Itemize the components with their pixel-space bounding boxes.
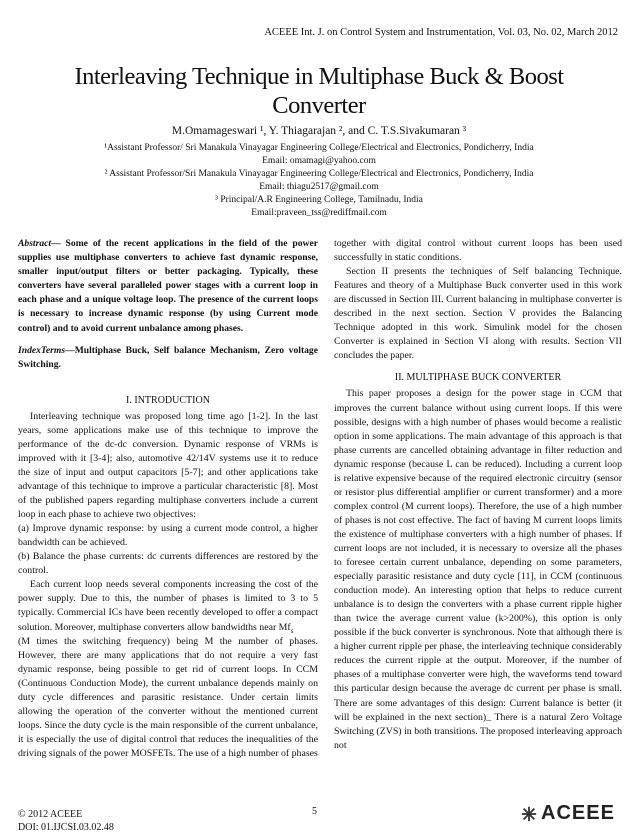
index-terms-label: IndexTerms [18, 344, 66, 356]
page-number: 5 [312, 806, 317, 817]
affiliation-1: ¹Assistant Professor/ Sri Manakula Vinayagar Engineering College/Electrical and Electronics, Pondicherry, India [104, 143, 534, 153]
aceee-logo-icon [520, 805, 538, 823]
index-terms-text: —Multiphase Buck, Self balance Mechanism, Zero voltage Switching. [18, 344, 318, 370]
copyright: © 2012 ACEEE [18, 809, 83, 820]
aceee-logo [520, 802, 615, 825]
title-line-1: Interleaving Technique in Multiphase Buck & Boost [74, 63, 564, 90]
right-column [334, 237, 622, 753]
title-line-2: Converter [272, 92, 366, 119]
aceee-logo-text: ACEEE [541, 802, 615, 824]
email-2: Email: thiagu2517@gmail.com [259, 182, 379, 192]
intro-item-a: (a) Improve dynamic response: by using a current mode control, a higher bandwidth can be achieved. [18, 523, 318, 549]
left-column [18, 237, 318, 761]
intro-paragraph-3: (M times the switching frequency) being M the number of phases. However, there are many applications that do not require a very fast dynamic response, being possible to get rid of current loops. In CCM (Continuous Conduction Mode), the current unbalance depends mainly on duty cycle differences and parasitic resistance. Under certain limits allowing the operation of the converter without the mentioned current loops. Since the duty cycle is the main responsible of the current unbalance, it is especially the use of digital control that reduces the inequalities of the driving signals of the power MOSFETs. The use of a high number of phases [18, 635, 318, 759]
subscript-s: s [290, 626, 294, 635]
abstract [18, 237, 318, 336]
section2-paragraph: This paper proposes a design for the power stage in CCM that improves the current balance without using current loops. If this were possible, designs with a high number of phases would become a realistic option in some applications. The main advantage of this approach is that phase currents are cancelled obtaining advantage in filter reduction and dynamic response (because L can be reduced). Including a current loop is relative expensive because of the required electronic circuitry (sensor or resistor plus differential amplifier or current transformer) and a more complex control (M current loops). Therefore, the use of a high number of phases is not cost effective. The fact of having M current loops limits the existence of multiphase converters with a high number of phases. If current loops are not included, it is necessary to oversize all the phases to foresee certain current unbalance, depending on some parameters, especially parasitic resistance and duty cycle [11], in CCM (continuous conduction mode). An interesting option that helps to reduce current unbalance is to design the converters with a phase current ripple higher than twice the average current value (k>200%), this option is only possible if the buck converter is synchronous. Note that although there is a higher current ripple per phase, the interleaving technique considerably reduces the current ripple at the output. Moreover, if the number of phases of a multiphase converter were high, the waveforms tend toward this particular design because the average dc current per phase is small. There are some advantages of this design: Current balance is better (it will be explained in the next section)_ There is a natural Zero Voltage Switching (ZVS) in both transitions. The proposed interleaving approach not [334, 388, 622, 751]
intro-continuation: together with digital control without current loops has been used successfully in static conditions. [334, 238, 622, 264]
footer-info [18, 808, 114, 834]
index-terms [18, 344, 318, 372]
authors: M.Omamageswari ¹, Y. Thiagarajan ², and C. T.S.Sivakumaran ³ [171, 125, 467, 137]
affiliation-3: ³ Principal/A.R Engineering College, Tamilnadu, India [215, 195, 423, 205]
intro-item-b: (b) Balance the phase currents: dc currents differences are restored by the control. [18, 551, 318, 577]
journal-header: ACEEE Int. J. on Control System and Instrumentation, Vol. 03, No. 02, March 2012 [264, 27, 618, 38]
section-heading-introduction: I. INTRODUCTION [126, 394, 210, 406]
email-3: Email:praveen_tss@rediffmail.com [251, 208, 387, 218]
paper-title [30, 62, 608, 120]
section-heading-multiphase-buck: II. MULTIPHASE BUCK CONVERTER [394, 372, 562, 384]
paper-outline: Section II presents the techniques of Self balancing Technique. Features and theory of a Multiphase Buck converter used in this work are discussed in Section III. Current balancing in multiphase converter is described in the next section. Section V provides the Balancing Technique adopted in this work. Simulink model for the chosen Converter is explained in Section VI along with results. Section VII concludes the paper. [334, 266, 622, 362]
intro-paragraph-1: Interleaving technique was proposed long time ago [1-2]. In the last years, some applications make use of this technique to improve the performance of the dc-dc conversion. Dynamic response of VRMs is improved with it [3-4]; also, automotive 42/14V systems use it to reduce the size of input and output capacitors [5-7]; and other applications take advantage of this technique to improve a particular characteristic [8]. Most of the published papers regarding multiphase converters include a current loop in each phase to achieve two objectives: [18, 410, 318, 521]
intro-paragraph-2 [18, 578, 318, 634]
email-1: Email: omamagi@yahoo.com [262, 156, 376, 166]
abstract-text: — Some of the recent applications in the field of the power supplies use multiphase converters to achieve fast dynamic response, smaller input/output filters or better packaging. Typically, these converters have several paralleled power stages with a current loop in each phase and a unique voltage loop. The presence of the current loops is necessary to increase dynamic response (by using Current mode control) and to avoid current unbalance among phases. [18, 238, 318, 334]
abstract-label: Abstract [18, 238, 52, 249]
doi: DOI: 01.IJCSI.03.02.48 [18, 822, 114, 833]
affiliation-2: ² Assistant Professor/Sri Manakula Vinayagar Engineering College/Electrical and Electronics, Pondicherry, India [104, 169, 534, 179]
intro-paragraph-2-text: Each current loop needs several components increasing the cost of the power supply. Due to this, the number of phases is limited to 3 to 5 typically. Commercial ICs have been recently developed to offer a compact solution. Moreover, multiphase converters allow bandwidths near Mf [18, 579, 318, 633]
